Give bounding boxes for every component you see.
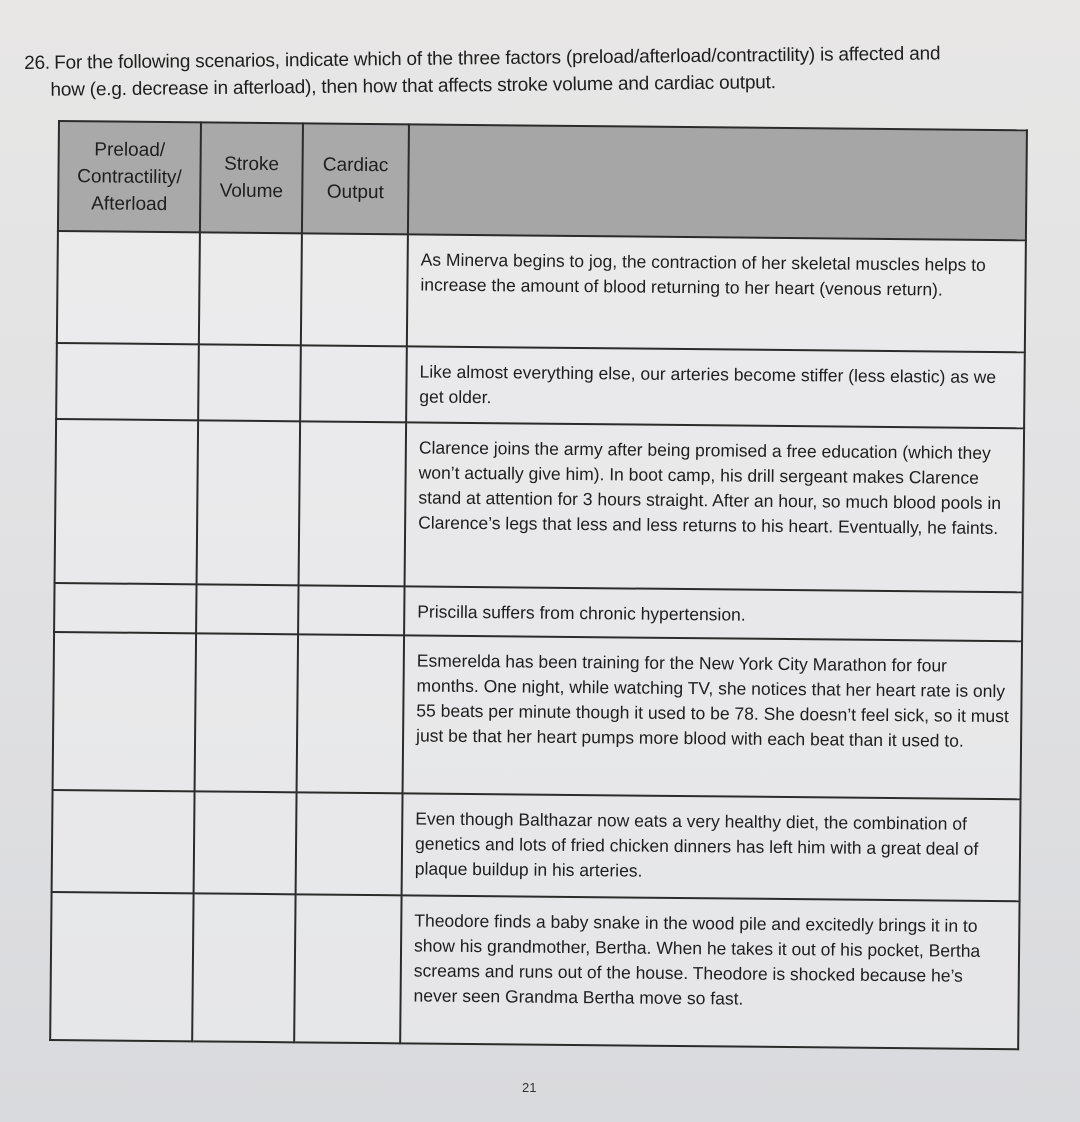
worksheet-table-container	[49, 120, 1028, 1050]
answer-cell-factor[interactable]	[52, 790, 195, 893]
scenario-text: Esmerelda has been training for the New York City Marathon for four months. One night, while watching TV, she notices that her heart rate is only 55 beats per minute though it used to be 78. She doesn’t feel sick, so it must just be that her heart pumps more blood with each beat than it used to.	[403, 635, 1022, 799]
scenario-text: Theodore finds a baby snake in the wood pile and excitedly brings it in to show his grandmother, Bertha. When he takes it out of his pocket, Bertha screams and runs out of the house. Theodore is shocked because he’s never seen Grandma Bertha move so fast.	[400, 895, 1019, 1049]
answer-cell-stroke-volume[interactable]	[199, 232, 302, 345]
answer-cell-factor[interactable]	[57, 231, 200, 344]
table-row	[52, 790, 1021, 901]
table-row	[50, 892, 1019, 1049]
question-number: 26.	[24, 52, 51, 74]
scenario-text: Priscilla suffers from chronic hypertension.	[404, 586, 1022, 641]
answer-cell-stroke-volume[interactable]	[196, 584, 298, 634]
answer-cell-cardiac-output[interactable]	[296, 792, 403, 895]
question-prompt	[24, 39, 1055, 104]
header-factor: Preload/ Contractility/ Afterload	[58, 121, 201, 232]
question-line-2: how (e.g. decrease in afterload), then how that affects stroke volume and cardiac output.	[50, 72, 776, 101]
table-row	[55, 419, 1025, 592]
answer-cell-cardiac-output[interactable]	[294, 894, 401, 1043]
scenario-text: As Minerva begins to jog, the contraction of her skeletal muscles helps to increase the amount of blood returning to her heart (venous return).	[407, 234, 1026, 352]
answer-cell-stroke-volume[interactable]	[195, 633, 299, 792]
answer-cell-stroke-volume[interactable]	[197, 420, 301, 585]
answer-cell-factor[interactable]	[56, 343, 199, 420]
question-line-1: For the following scenarios, indicate which of the three factors (preload/afterload/contractility) is affected and	[54, 43, 941, 74]
table-row	[56, 343, 1025, 428]
scenario-table	[49, 120, 1028, 1050]
scenario-text: Like almost everything else, our arteries become stiffer (less elastic) as we get older.	[406, 346, 1025, 428]
answer-cell-factor[interactable]	[54, 583, 196, 633]
page-number: 21	[522, 1080, 537, 1095]
scenario-text: Even though Balthazar now eats a very healthy diet, the combination of genetics and lots of fried chicken dinners has left him with a great deal of plaque buildup in his arteries.	[402, 793, 1021, 901]
table-header-row	[58, 121, 1027, 240]
answer-cell-cardiac-output[interactable]	[301, 233, 408, 346]
header-scenario	[408, 124, 1027, 240]
answer-cell-stroke-volume[interactable]	[192, 893, 295, 1042]
answer-cell-factor[interactable]	[55, 419, 199, 584]
scenario-text: Clarence joins the army after being promised a free education (which they won’t actually give him). In boot camp, his drill sergeant makes Clarence stand at attention for 3 hours straight. After an hour, so much blood pools in Clarence’s legs that less and less returns to his heart. Eventually, he faints.	[405, 422, 1025, 592]
answer-cell-stroke-volume[interactable]	[194, 791, 297, 894]
table-row	[57, 231, 1026, 352]
answer-cell-stroke-volume[interactable]	[198, 344, 301, 421]
table-row	[53, 632, 1022, 799]
header-stroke-volume: Stroke Volume	[200, 122, 303, 233]
answer-cell-factor[interactable]	[53, 632, 197, 791]
answer-cell-factor[interactable]	[50, 892, 193, 1041]
header-cardiac-output: Cardiac Output	[302, 123, 409, 234]
answer-cell-cardiac-output[interactable]	[299, 421, 407, 586]
answer-cell-cardiac-output[interactable]	[298, 585, 404, 635]
answer-cell-cardiac-output[interactable]	[297, 634, 405, 793]
answer-cell-cardiac-output[interactable]	[300, 345, 407, 422]
